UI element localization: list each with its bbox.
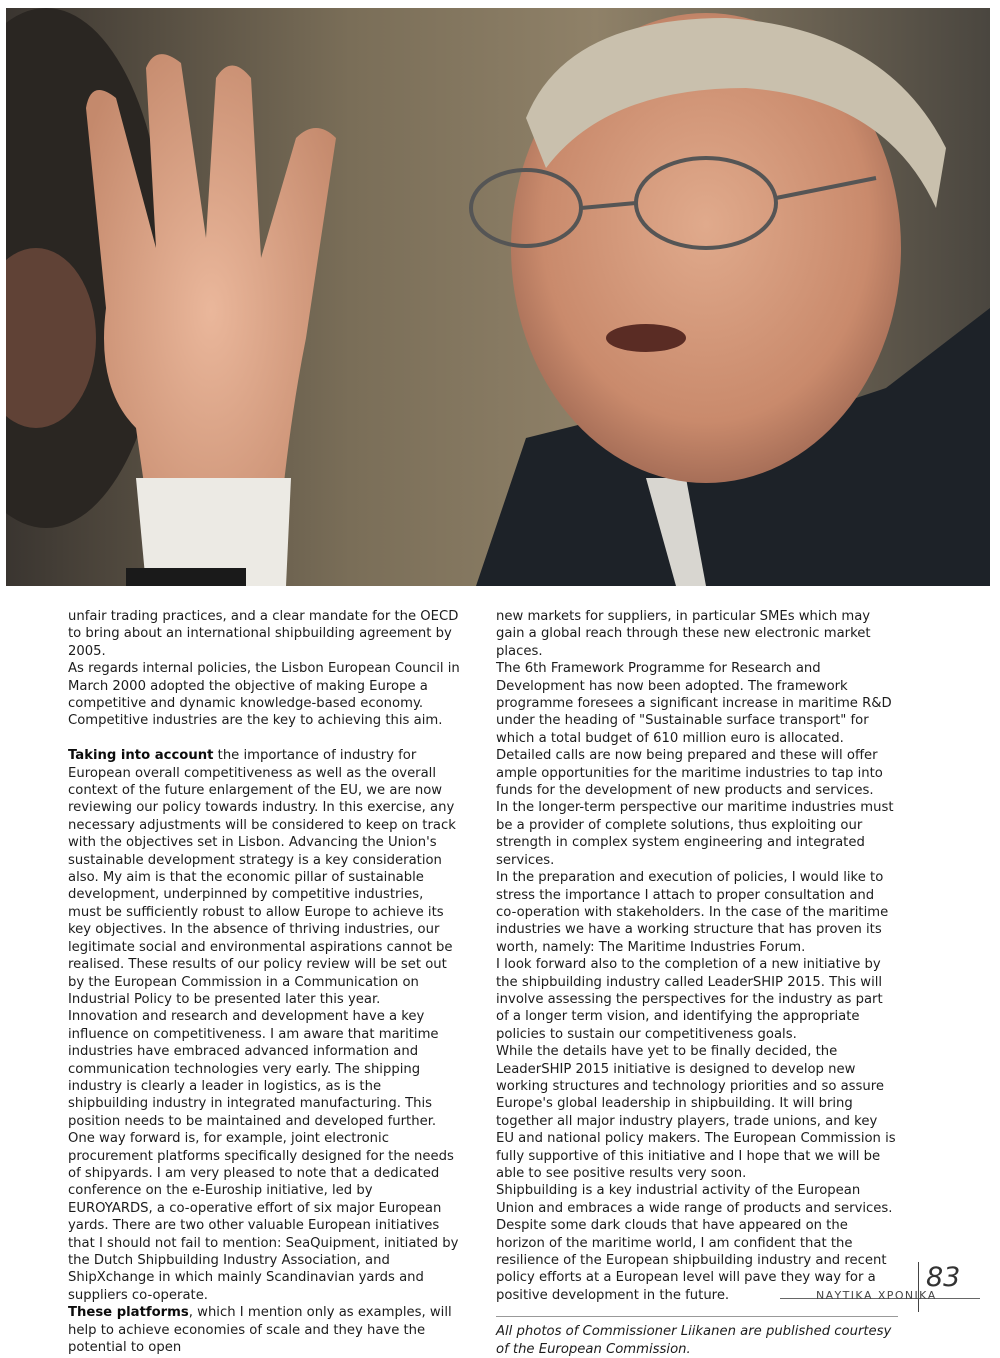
caption-divider [496,1316,898,1317]
paragraph: In the preparation and execution of policies, I would like to stress the importance I attach to proper consultation and co-operation with stakeholders. In the case of the maritime industries we have a working structure that has proven its worth, namely: The Maritime Industries Forum. [496,870,889,955]
paragraph: Taking into account the importance of industry for European overall competitiveness as well as the overall context of the future enlargement of the EU, we are now reviewing our policy towards industry. In this exercise, any necessary adjustments will be considered to keep on track with the objectives set in Lisbon. Advancing the Union's sustainable development strategy is a key consideration also. My aim is that the economic pillar of sustainable development, underpinned by competitive industries, must be sufficiently robust to allow Europe to achieve its key objectives. In the absence of thriving industries, our legitimate social and environmental aspirations cannot be realised. These results of our policy review will be set out by the European Commission in a Communication on Industrial Policy to be presented later this year. [68,748,456,1007]
paragraph: In the longer-term perspective our maritime industries must be a provider of complete solutions, thus exploiting our strength in complex system engineering and integrated services. [496,800,894,868]
commissioner-photo [6,8,990,586]
publication-name: ΝΑΥΤΙΚΑ ΧΡΟΝΙΚΑ [816,1289,937,1302]
paragraph: As regards internal policies, the Lisbon European Council in March 2000 adopted the objective of making Europe a competitive and dynamic knowledge-based economy. Competitive industries are the key to achieving this aim. [68,661,460,729]
paragraph: One way forward is, for example, joint electronic procurement platforms specifically designed for the needs of shipyards. I am very pleased to note that a dedicated conference on the e-Euroship initiative, led by EUROYARDS, a co-operative effort of six major European yards. There are two other valuable European initiatives that I should not fail to mention: SeaQuipment, initiated by the Dutch Shipbuilding Industry Association, and ShipXchange in which mainly Scandinavian yards and suppliers co-operate. [68,1131,459,1303]
paragraph: These platforms, which I mention only as examples, will help to achieve economies of scale and they have the potential to open [68,1305,452,1356]
paragraph: While the details have yet to be finally decided, the LeaderSHIP 2015 initiative is designed to develop new working structures and technology priorities and so assure Europe's global leadership in shipbuilding. It will bring together all major industry players, trade unions, and key EU and national policy makers. The European Commission is fully supportive of this initiative and I hope that we will be able to see positive results very soon. [496,1044,896,1181]
left-column [68,608,460,1356]
page-number: 83 [926,1262,961,1293]
paragraph: new markets for suppliers, in particular SMEs which may gain a global reach through these new electronic market places. [496,609,871,659]
right-column [496,608,898,1358]
paragraph: unfair trading practices, and a clear mandate for the OECD to bring about an international shipbuilding agreement by 2005. [68,609,459,659]
photo-caption: All photos of Commissioner Liikanen are published courtesy of the European Commission. [496,1324,892,1357]
paragraph: The 6th Framework Programme for Research and Development has now been adopted. The framework programme foresees a significant increase in maritime R&D under the heading of "Sustainable surface transport" for which a total budget of 610 million euro is allocated. Detailed calls are now being prepared and these will offer ample opportunities for the maritime industries to tap into funds for the development of new products and services. [496,661,892,799]
paragraph: I look forward also to the completion of a new initiative by the shipbuilding industry called LeaderSHIP 2015. This will involve assessing the perspectives for the industry as part of a longer term vision, and identifying the appropriate policies to sustain our competitiveness goals. [496,957,883,1042]
paragraph: Innovation and research and development have a key influence on competitiveness. I am aware that maritime industries have embraced advanced information and communication technologies very early. The shipping industry is clearly a leader in logistics, as is the shipbuilding industry in integrated manufacturing. This position needs to be maintained and developed further. [68,1009,439,1129]
lead-in: Taking into account [68,748,214,764]
paragraph: Shipbuilding is a key industrial activity of the European Union and embraces a wide range of products and services. Despite some dark clouds that have appeared on the horizon of the maritime world, I am confident that the resilience of the European shipbuilding industry and recent policy efforts at a European level will pave they way for a positive development in the future. [496,1183,893,1303]
footer-divider [918,1262,919,1312]
lead-in: These platforms [68,1305,189,1321]
